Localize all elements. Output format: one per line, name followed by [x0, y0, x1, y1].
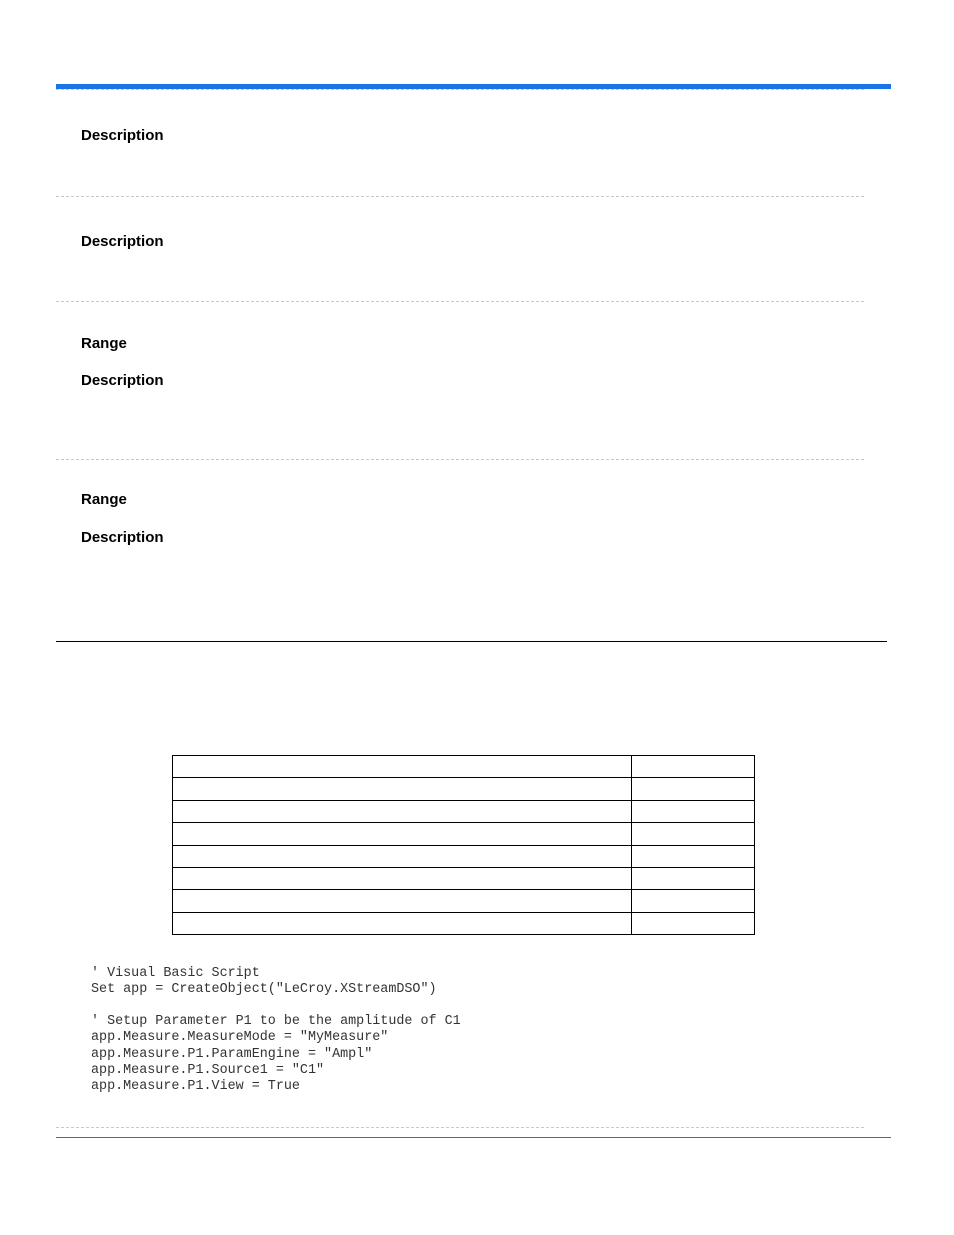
description-label: Description	[81, 529, 164, 546]
table-row	[173, 756, 755, 778]
table-row	[173, 845, 755, 867]
table-cell	[632, 823, 755, 845]
table-cell	[173, 845, 632, 867]
table-row	[173, 778, 755, 800]
code-line: ' Setup Parameter P1 to be the amplitude of C1	[91, 1013, 461, 1029]
code-line: Set app = CreateObject("LeCroy.XStreamDSO")	[91, 982, 437, 998]
table-cell	[632, 800, 755, 822]
footer-rule	[56, 1137, 891, 1138]
table-row	[173, 912, 755, 934]
range-label: Range	[81, 335, 127, 352]
parameter-table	[172, 755, 755, 935]
section-divider	[56, 459, 864, 460]
section-divider	[56, 89, 864, 90]
table-cell	[173, 867, 632, 889]
section-divider	[56, 196, 864, 197]
table-cell	[632, 890, 755, 912]
description-label: Description	[81, 372, 164, 389]
table-row	[173, 890, 755, 912]
table-cell	[173, 912, 632, 934]
section-divider	[56, 301, 864, 302]
code-line: app.Measure.MeasureMode = "MyMeasure"	[91, 1030, 389, 1046]
table-cell	[632, 912, 755, 934]
code-line: app.Measure.P1.ParamEngine = "Ampl"	[91, 1046, 373, 1062]
code-example	[91, 966, 461, 1096]
table-cell	[632, 845, 755, 867]
table-row	[173, 823, 755, 845]
section-divider	[56, 1127, 864, 1128]
table-cell	[632, 756, 755, 778]
code-line: app.Measure.P1.View = True	[91, 1079, 300, 1095]
heading-rule	[56, 641, 887, 642]
table-row	[173, 800, 755, 822]
code-line: app.Measure.P1.Source1 = "C1"	[91, 1063, 325, 1079]
table-cell	[173, 778, 632, 800]
table-row	[173, 867, 755, 889]
description-label: Description	[81, 233, 164, 250]
table-cell	[173, 756, 632, 778]
range-label: Range	[81, 491, 127, 508]
code-block-2	[91, 1014, 461, 1096]
table-cell	[173, 823, 632, 845]
code-line: ' Visual Basic Script	[91, 966, 260, 981]
code-block-1	[91, 966, 461, 999]
table-cell	[632, 778, 755, 800]
table-cell	[173, 890, 632, 912]
table-cell	[173, 800, 632, 822]
description-label: Description	[81, 127, 164, 144]
table-cell	[632, 867, 755, 889]
